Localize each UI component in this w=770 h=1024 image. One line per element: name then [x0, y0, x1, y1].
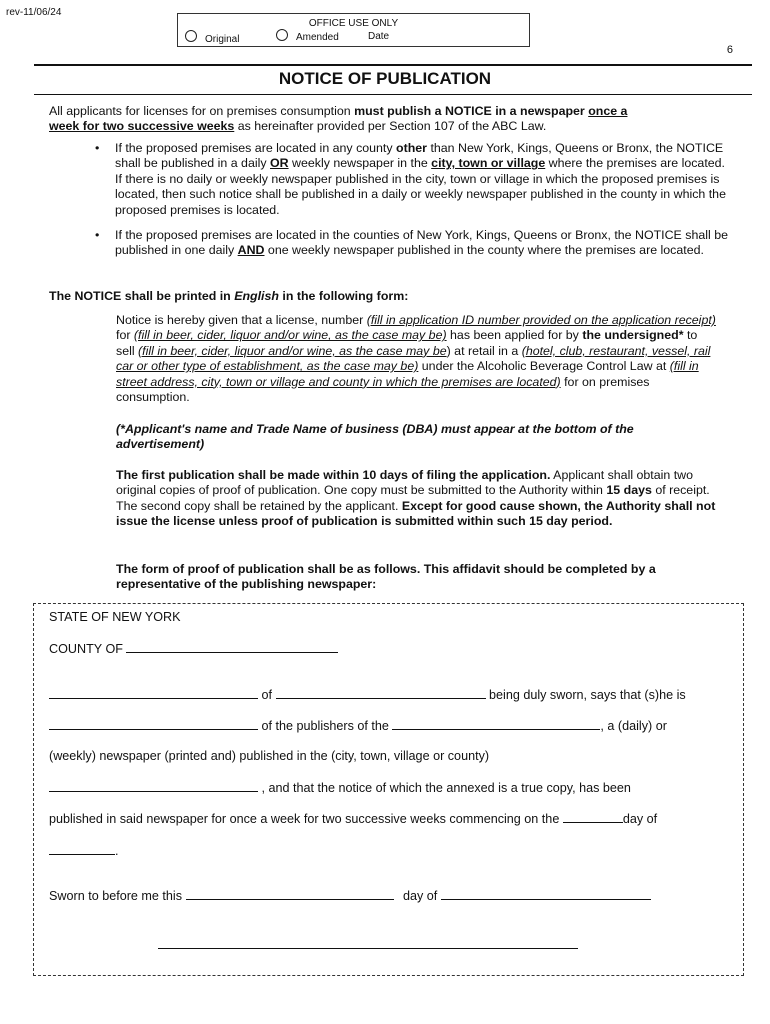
amended-label: Amended: [296, 32, 339, 43]
intro-paragraph: All applicants for licenses for on premises consumption must publish a NOTICE in a newspaper once a week for two successive weeks as hereinafter provided per Section 107 of the ABC Law.: [49, 104, 628, 134]
sworn-day-field[interactable]: [186, 888, 394, 900]
affidavit-row-4: , and that the notice of which the annexed is a true copy, has been: [49, 780, 631, 796]
county-field[interactable]: [126, 641, 338, 653]
sworn-month-field[interactable]: [441, 888, 651, 900]
office-use-title: OFFICE USE ONLY: [308, 18, 399, 29]
start-month-field[interactable]: [49, 843, 115, 855]
affidavit-sworn-row: Sworn to before me this day of: [49, 888, 651, 904]
page-number: 6: [726, 44, 733, 56]
original-label: Original: [205, 34, 240, 45]
start-day-field[interactable]: [563, 811, 623, 823]
affidavit-row-2: of the publishers of the , a (daily) or: [49, 718, 667, 734]
bullet-item-other-county: • If the proposed premises are located in any county other than New York, Kings, Queens or Bronx, the NOTICE shall be published in a daily OR weekly newspaper in the city, town or village where the premises are located. If there is no daily or weekly newspaper published in the city, town or village in which the proposed premises is located, then such notice shall be published in a daily or weekly newspaper published in the county in which the proposed premises is located.: [95, 141, 726, 217]
bullet-list: [93, 141, 733, 259]
affiant-location-field[interactable]: [276, 687, 486, 699]
newspaper-name-field[interactable]: [392, 718, 600, 730]
notary-signature-line[interactable]: [158, 948, 578, 949]
office-use-box: [177, 13, 530, 47]
affidavit-row-3: (weekly) newspaper (printed and) published in the (city, town, village or county): [49, 749, 490, 763]
notice-text: Notice is hereby given that a license, number (fill in application ID number provided on the application receipt) for (fill in beer, cider, liquor and/or wine, as the case may be) has been applied for by the undersigned* to sell (fill in beer, cider, liquor and/or wine, as the case may be) at retail in a (hotel, club, restaurant, vessel, rail car or other type of establishment, as the case may be) under the Alcoholic Beverage Control Law at (fill in street address, city, town or village and county in which the premises are located) for on premises consumption.: [116, 313, 716, 405]
notice-form-heading: The NOTICE shall be printed in English in the following form:: [49, 289, 409, 303]
applicant-note: (*Applicant's name and Trade Name of business (DBA) must appear at the bottom of the advertisement): [116, 422, 634, 452]
affiant-title-field[interactable]: [49, 718, 258, 730]
publication-location-field[interactable]: [49, 780, 258, 792]
amended-radio[interactable]: [276, 29, 288, 41]
title-rule: [34, 94, 752, 95]
affidavit-row-6: .: [49, 843, 119, 859]
affidavit-row-5: published in said newspaper for once a week for two successive weeks commencing on the day of: [49, 812, 658, 826]
affidavit-county-row: COUNTY OF: [49, 641, 338, 657]
proof-heading: The form of proof of publication shall be as follows. This affidavit should be completed by a representative of the publishing newspaper:: [116, 562, 656, 592]
revision-label: rev-11/06/24: [6, 7, 62, 18]
date-label: Date: [368, 31, 390, 42]
top-rule: [34, 64, 752, 66]
bullet-item-nyc-counties: • If the proposed premises are located in the counties of New York, Kings, Queens or Bronx, the NOTICE shall be published in one daily AND one weekly newspaper published in the county where the premises are located.: [95, 228, 728, 258]
publication-requirements: The first publication shall be made within 10 days of filing the application. Applicant shall obtain two original copies of proof of publication. One copy must be submitted to the Authority within 15 days of receipt. The second copy shall be retained by the applicant. Except for good cause shown, the Authority shall not issue the license unless proof of publication is submitted within such 15 day period.: [116, 468, 716, 529]
affidavit-state: STATE OF NEW YORK: [49, 610, 181, 624]
original-radio[interactable]: [185, 30, 197, 42]
affidavit-row-1: of being duly sworn, says that (s)he is: [49, 687, 686, 703]
page-title: NOTICE OF PUBLICATION: [278, 69, 492, 88]
affiant-name-field[interactable]: [49, 687, 258, 699]
